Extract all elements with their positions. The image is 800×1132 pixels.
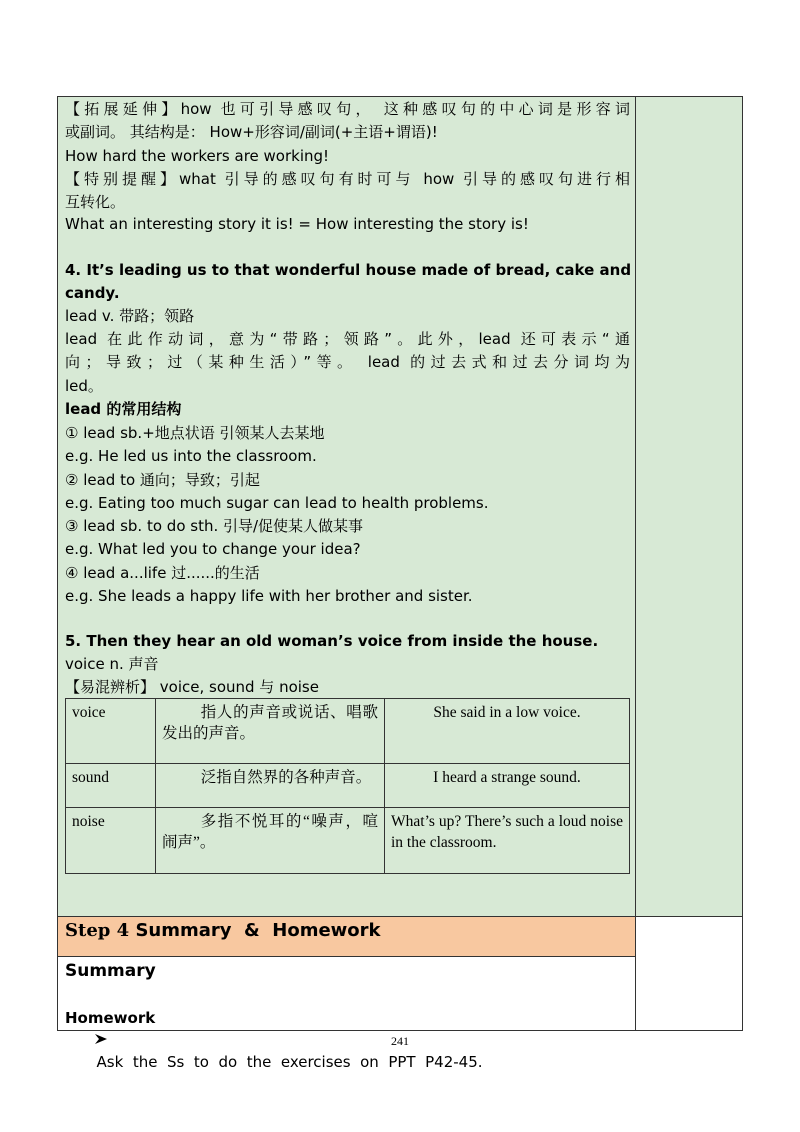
section-heading: candy. — [65, 284, 120, 302]
step-title — [65, 918, 381, 944]
text-line: e.g. He led us into the classroom. — [65, 447, 317, 465]
step-title-text: Summary & Homework — [135, 920, 381, 941]
text-line: What an interesting story it is! = How interesting the story is! — [65, 215, 529, 233]
section-heading: 5. Then they hear an old woman’s voice from inside the house. — [65, 632, 599, 650]
text-line: voice n. 声音 — [65, 655, 159, 673]
text-line: ③ lead sb. to do sth. 引导/促使某人做某事 — [65, 517, 364, 535]
step-prefix: Step — [65, 920, 111, 941]
text-line: 【拓展延伸】how 也可引导感叹句， 这种感叹句的中心词是形容词 — [65, 100, 630, 118]
step-number: 4 — [116, 920, 130, 941]
text-line: e.g. What led you to change your idea? — [65, 540, 361, 558]
text-line: e.g. Eating too much sugar can lead to health problems. — [65, 494, 489, 512]
text-line: lead 在此作动词，意为“带路；领路”。此外，lead 还可表示“通 — [65, 330, 630, 348]
text-line: led。 — [65, 377, 103, 395]
table-cell-meaning: 多指不悦耳的“噪声，喧闹声”。 — [156, 808, 385, 874]
text-line: 向；导致；过（某种生活）”等。 lead 的过去式和过去分词均为 — [65, 353, 630, 371]
page-number: 241 — [391, 1034, 409, 1048]
table-row — [66, 808, 630, 874]
text-line: 或副词。 其结构是： How+形容词/副词(+主语+谓语)! — [65, 123, 438, 141]
summary-item — [65, 985, 630, 1073]
text-line: lead v. 带路；领路 — [65, 307, 195, 325]
table-row — [66, 699, 630, 764]
table-cell-example: I heard a strange sound. — [385, 764, 630, 808]
text-line: 【易混辨析】 voice, sound 与 noise — [65, 678, 319, 696]
section-heading: 4. It’s leading us to that wonderful house made of bread, cake and — [65, 261, 632, 279]
table-cell-word: voice — [66, 699, 156, 764]
text-line: e.g. She leads a happy life with her brother and sister. — [65, 587, 473, 605]
table-cell-meaning: 泛指自然界的各种声音。 — [156, 764, 385, 808]
summary-item-text: Ask the Ss to do the exercises on PPT P42-45. — [96, 1053, 483, 1071]
table-cell-example: What’s up? There’s such a loud noise in the classroom. — [385, 808, 630, 874]
table-cell-example: She said in a low voice. — [385, 699, 630, 764]
comparison-table — [65, 698, 630, 874]
text-line: 互转化。 — [65, 193, 126, 211]
text-line: ④ lead a...life 过......的生活 — [65, 564, 260, 582]
summary-heading: Summary — [65, 961, 156, 981]
homework-heading: Homework — [65, 1009, 156, 1027]
table-row — [66, 764, 630, 808]
text-line: ② lead to 通向；导致；引起 — [65, 471, 260, 489]
table-cell-word: sound — [66, 764, 156, 808]
text-line: ① lead sb.+地点状语 引领某人去某地 — [65, 424, 325, 442]
table-cell-meaning: 指人的声音或说话、唱歌发出的声音。 — [156, 699, 385, 764]
table-cell-word: noise — [66, 808, 156, 874]
subheading: lead 的常用结构 — [65, 400, 182, 418]
text-line: How hard the workers are working! — [65, 147, 330, 165]
text-line: 【特别提醒】what 引导的感叹句有时可与 how 引导的感叹句进行相 — [65, 170, 630, 188]
